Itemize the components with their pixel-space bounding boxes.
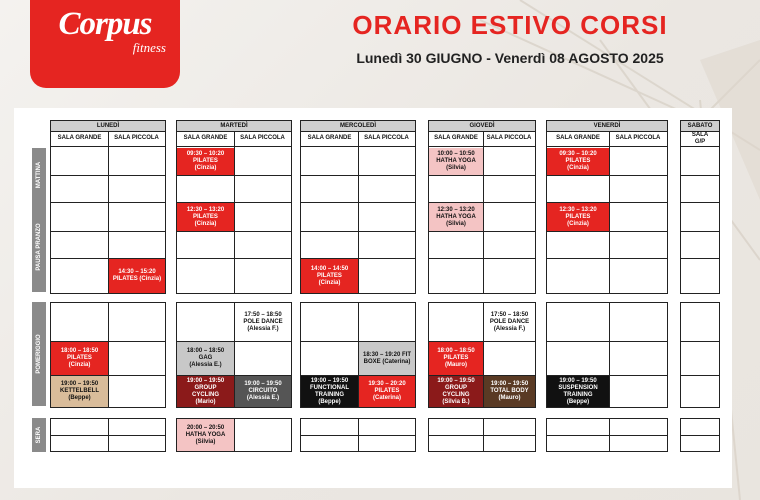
section-sera: SERA <box>32 418 46 452</box>
class-block: 12:30 – 13:20 HATHA YOGA (Silvia) <box>429 203 483 231</box>
day-martedi <box>176 120 292 294</box>
day-mercoledi <box>300 120 416 294</box>
class-block: 18:00 – 18:50 PILATES (Cinzia) <box>51 342 108 375</box>
day-header: MARTEDÌ <box>177 121 291 132</box>
class-block: 09:30 – 10:20 PILATES (Cinzia) <box>177 148 234 175</box>
room-header: SALA GRANDE <box>301 131 358 147</box>
day-lunedi-pm <box>50 302 166 408</box>
class-block: 19:00 – 19:50 FUNCTIONAL TRAINING (Beppe) <box>301 376 358 407</box>
class-block: 19:30 – 20:20 PILATES (Caterina) <box>359 376 415 407</box>
corpus-fitness-logo <box>30 0 180 88</box>
day-lunedi-sera <box>50 418 166 452</box>
class-block: 17:50 – 18:50 POLE DANCE (Alessia F.) <box>489 311 530 332</box>
day-mercoledi-sera <box>300 418 416 452</box>
class-block: 19:00 – 19:50 TOTAL BODY (Mauro) <box>484 376 535 407</box>
day-giovedi-sera <box>428 418 536 452</box>
day-mercoledi-pm <box>300 302 416 408</box>
day-header: MERCOLEDÌ <box>301 121 415 132</box>
section-pomeriggio: POMERIGGIO <box>32 302 46 406</box>
class-block: 12:30 – 13:20 PILATES (Cinzia) <box>547 203 609 231</box>
room-header: SALA GRANDE <box>547 131 609 147</box>
room-header: SALA PICCOLA <box>483 131 535 147</box>
section-pausa-pranzo: PAUSA PRANZO <box>32 202 46 292</box>
room-header: SALA PICCOLA <box>234 131 291 147</box>
class-block: 18:00 – 18:50 PILATES (Mauro) <box>429 342 483 375</box>
section-mattina: MATTINA <box>32 148 46 202</box>
day-header: SABATO <box>681 121 719 132</box>
day-sabato <box>680 120 720 294</box>
page-subtitle: Lunedì 30 GIUGNO - Venerdì 08 AGOSTO 2025 <box>356 50 664 66</box>
class-block: 18:30 – 19:20 FIT BOXE (Caterina) <box>359 342 415 375</box>
room-header: SALA GRANDE <box>429 131 483 147</box>
day-header: LUNEDÌ <box>51 121 165 132</box>
day-martedi-pm <box>176 302 292 408</box>
room-header: SALA PICCOLA <box>108 131 165 147</box>
logo-main-text: Corpus <box>58 6 152 42</box>
day-sabato-sera <box>680 418 720 452</box>
class-block: 19:00 – 19:50 GROUP CYCLING (Silvia B.) <box>429 376 483 407</box>
day-giovedi <box>428 120 536 294</box>
day-venerdi-pm <box>546 302 668 408</box>
day-martedi-sera <box>176 418 292 452</box>
class-block: 14:30 – 15:20 PILATES (Cinzia) <box>109 259 165 293</box>
room-header: SALA PICCOLA <box>609 131 667 147</box>
day-giovedi-pm <box>428 302 536 408</box>
class-block: 19:00 – 19:50 GROUP CYCLING (Mario) <box>177 376 234 407</box>
day-venerdi-sera <box>546 418 668 452</box>
page-title: ORARIO ESTIVO CORSI <box>352 10 668 40</box>
class-block: 10:00 – 10:50 HATHA YOGA (Silvia) <box>429 148 483 175</box>
class-block: 19:00 – 19:50 KETTELBELL (Beppe) <box>51 376 108 407</box>
day-sabato-pm <box>680 302 720 408</box>
day-lunedi <box>50 120 166 294</box>
day-header: GIOVEDÌ <box>429 121 535 132</box>
logo-sub-text: fitness <box>132 40 166 55</box>
room-header: SALA GRANDE <box>51 131 108 147</box>
class-block: 09:30 – 10:20 PILATES (Cinzia) <box>547 148 609 175</box>
room-header: SALA G/P <box>681 131 719 147</box>
class-block: 12:30 – 13:20 PILATES (Cinzia) <box>177 203 234 231</box>
class-block: 20:00 – 20:50 HATHA YOGA (Silvia) <box>177 419 234 451</box>
day-header: VENERDÌ <box>547 121 667 132</box>
class-block: 19:00 – 19:50 SUSPENSION TRAINING (Beppe) <box>547 376 609 407</box>
class-block: 17:50 – 18:50 POLE DANCE (Alessia F.) <box>243 311 283 332</box>
day-venerdi <box>546 120 668 294</box>
room-header: SALA GRANDE <box>177 131 234 147</box>
class-block: 19:00 – 19:50 CIRCUITO (Alessia E.) <box>235 376 291 407</box>
class-block: 14:00 – 14:50 PILATES (Cinzia) <box>301 259 358 293</box>
class-block: 18:00 – 18:50 GAG (Alessia E.) <box>177 342 234 375</box>
room-header: SALA PICCOLA <box>358 131 415 147</box>
